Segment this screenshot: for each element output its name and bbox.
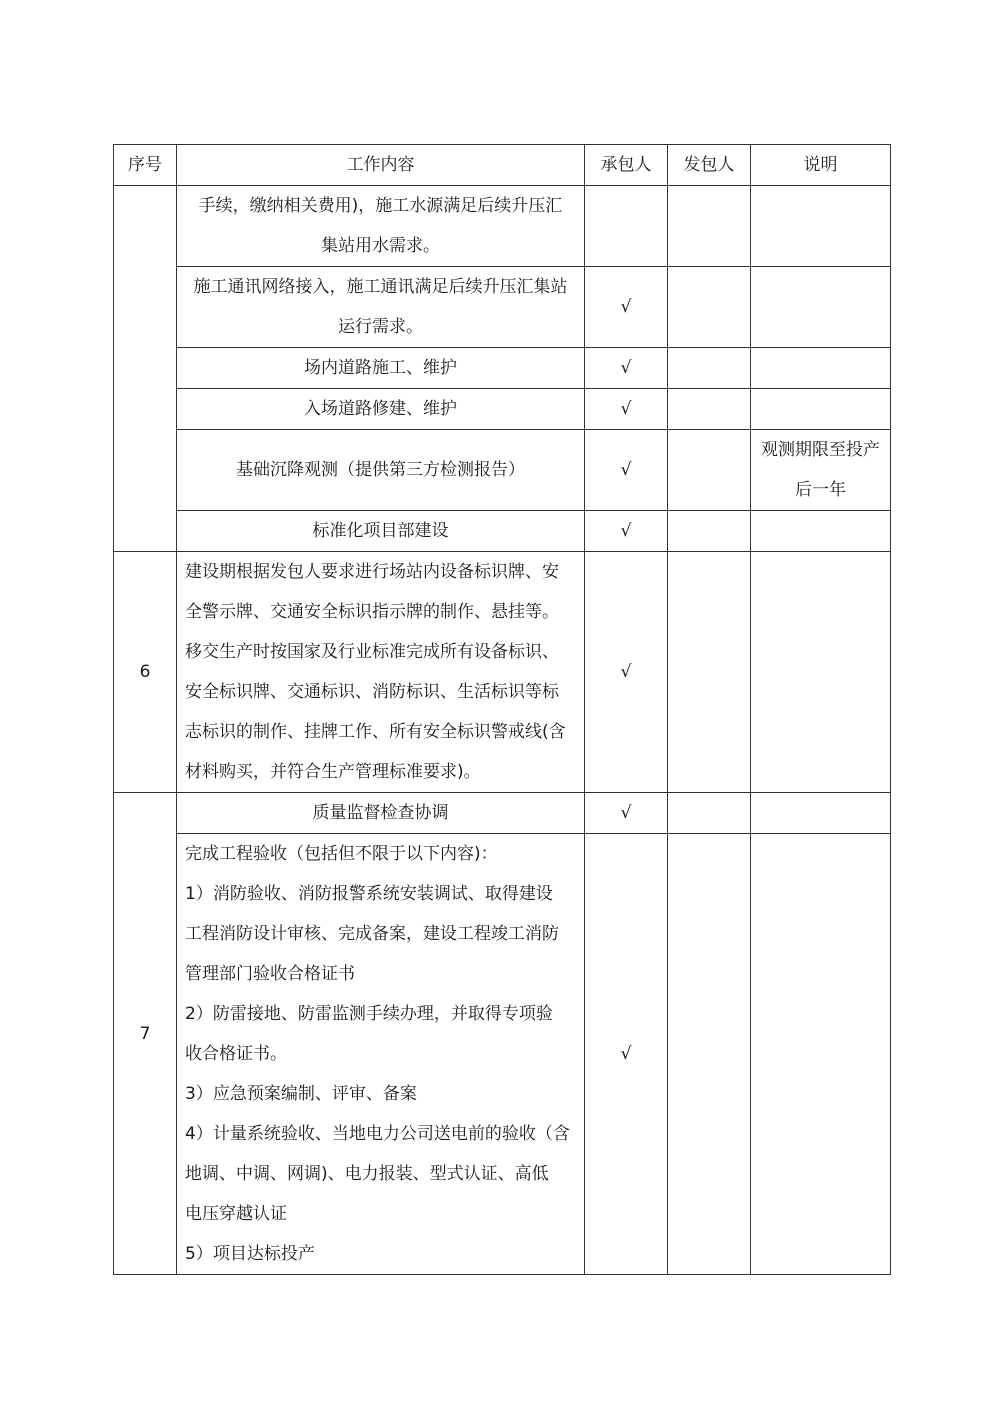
table-row — [114, 389, 891, 430]
work-scope-table — [113, 144, 891, 1275]
content-line: 收合格证书。 — [185, 1044, 287, 1064]
seq-cell-continued — [114, 186, 177, 552]
header-contractor: 承包人 — [585, 145, 668, 186]
note-cell — [751, 186, 891, 267]
employer-cell — [668, 511, 751, 552]
table-row — [114, 430, 891, 511]
content-line: 1）消防验收、消防报警系统安装调试、取得建设 — [185, 884, 553, 904]
contractor-cell: √ — [585, 389, 668, 430]
contractor-cell: √ — [585, 552, 668, 793]
content-line: 场内道路施工、维护 — [304, 358, 457, 378]
table-row — [114, 834, 891, 1275]
contractor-cell: √ — [585, 430, 668, 511]
note-cell — [751, 552, 891, 793]
contractor-cell: √ — [585, 834, 668, 1275]
content-line: 建设期根据发包人要求进行场站内设备标识牌、安 — [185, 562, 559, 582]
content-line: 3）应急预案编制、评审、备案 — [185, 1084, 417, 1104]
content-line: 集站用水需求。 — [321, 236, 440, 256]
content-line: 手续，缴纳相关费用)，施工水源满足后续升压汇 — [198, 196, 563, 216]
note-cell — [751, 389, 891, 430]
content-line: 材料购买，并符合生产管理标准要求)。 — [185, 762, 481, 782]
employer-cell — [668, 552, 751, 793]
content-line: 志标识的制作、挂牌工作、所有安全标识警戒线(含 — [185, 722, 566, 742]
contractor-cell: √ — [585, 511, 668, 552]
content-line: 全警示牌、交通安全标识指示牌的制作、悬挂等。 — [185, 602, 559, 622]
content-line: 电压穿越认证 — [185, 1204, 287, 1224]
table-row — [114, 511, 891, 552]
content-cell — [177, 552, 585, 793]
content-cell — [177, 348, 585, 389]
note-cell — [751, 267, 891, 348]
content-line: 完成工程验收（包括但不限于以下内容)： — [185, 844, 498, 864]
seq-cell: 6 — [114, 552, 177, 793]
header-content: 工作内容 — [177, 145, 585, 186]
content-line: 移交生产时按国家及行业标准完成所有设备标识、 — [185, 642, 559, 662]
content-line: 标准化项目部建设 — [312, 521, 449, 541]
employer-cell — [668, 389, 751, 430]
employer-cell — [668, 793, 751, 834]
content-line: 基础沉降观测（提供第三方检测报告） — [236, 460, 525, 480]
table-row — [114, 348, 891, 389]
content-line: 2）防雷接地、防雷监测手续办理，并取得专项验 — [185, 1004, 553, 1024]
employer-cell — [668, 348, 751, 389]
contractor-cell: √ — [585, 348, 668, 389]
employer-cell — [668, 186, 751, 267]
header-note: 说明 — [751, 145, 891, 186]
contractor-cell: √ — [585, 793, 668, 834]
content-line: 施工通讯网络接入，施工通讯满足后续升压汇集站 — [193, 277, 568, 297]
header-seq: 序号 — [114, 145, 177, 186]
note-cell — [751, 348, 891, 389]
contractor-cell — [585, 186, 668, 267]
table-row — [114, 267, 891, 348]
content-cell — [177, 267, 585, 348]
note-cell — [751, 834, 891, 1275]
content-cell — [177, 834, 585, 1275]
content-line: 管理部门验收合格证书 — [185, 964, 355, 984]
content-line: 入场道路修建、维护 — [304, 399, 457, 419]
content-line: 地调、中调、网调)、电力报装、型式认证、高低 — [185, 1164, 549, 1184]
note-cell — [751, 511, 891, 552]
table-row — [114, 793, 891, 834]
table-row — [114, 186, 891, 267]
header-employer: 发包人 — [668, 145, 751, 186]
note-cell: 观测期限至投产后一年 — [751, 430, 891, 511]
employer-cell — [668, 430, 751, 511]
content-line: 安全标识牌、交通标识、消防标识、生活标识等标 — [185, 682, 559, 702]
content-cell — [177, 389, 585, 430]
contractor-cell: √ — [585, 267, 668, 348]
content-line: 4）计量系统验收、当地电力公司送电前的验收（含 — [185, 1124, 570, 1144]
note-cell — [751, 793, 891, 834]
employer-cell — [668, 267, 751, 348]
content-cell — [177, 793, 585, 834]
content-line: 质量监督检查协调 — [312, 803, 449, 823]
seq-cell: 7 — [114, 793, 177, 1275]
content-cell — [177, 186, 585, 267]
table-header-row — [114, 145, 891, 186]
content-line: 工程消防设计审核、完成备案，建设工程竣工消防 — [185, 924, 559, 944]
content-cell — [177, 430, 585, 511]
employer-cell — [668, 834, 751, 1275]
content-line: 5）项目达标投产 — [185, 1244, 315, 1264]
content-line: 运行需求。 — [338, 317, 423, 337]
table-row — [114, 552, 891, 793]
content-cell — [177, 511, 585, 552]
